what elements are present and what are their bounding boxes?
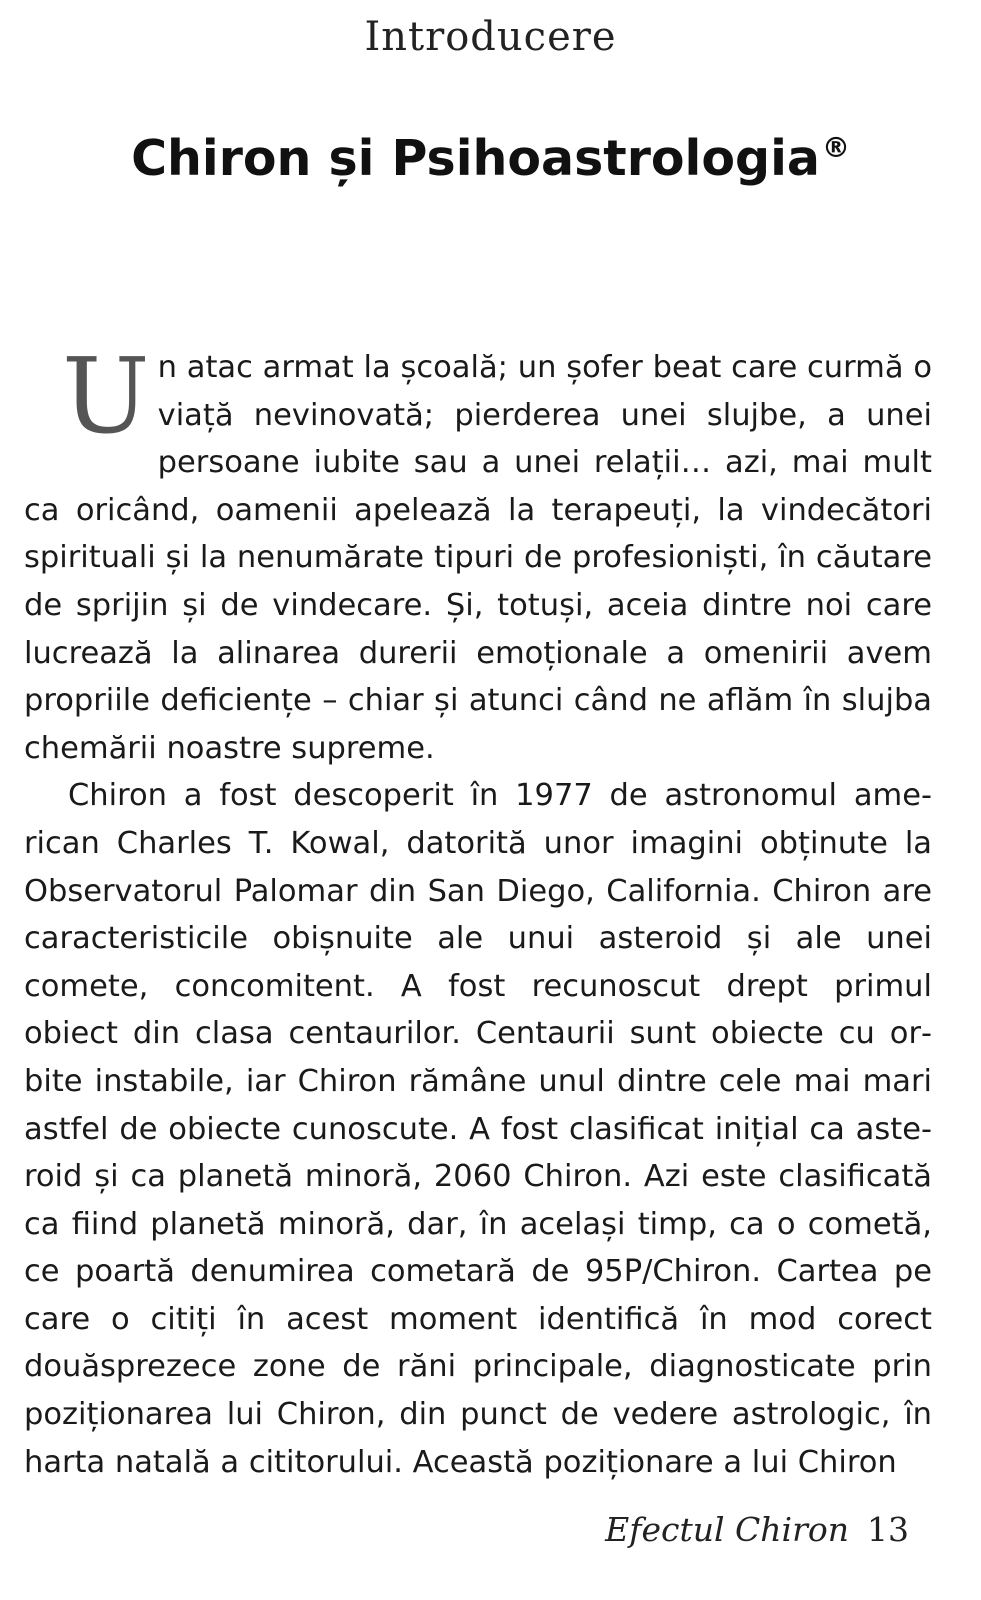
running-book-title: Efectul Chiron <box>605 1510 849 1549</box>
chapter-title-text: Chiron și Psihoastrologia <box>131 130 820 187</box>
registered-mark: ® <box>821 131 850 164</box>
page-number: 13 <box>867 1510 909 1549</box>
chapter-title <box>0 130 981 187</box>
drop-cap: U <box>62 335 150 457</box>
body-text <box>24 335 932 1486</box>
paragraph-2: Chiron a fost descoperit în 1977 de astronomul american Charles T. Kowal, datorită unor imagini obținute la Observatorul Palomar din San Diego, California. Chiron are caracteristicile obișnuite ale unui asteroid și ale unei comete, concomitent. A fost recunoscut drept primul obiect din clasa centaurilor. Centaurii sunt obiecte cu orbite instabile, iar Chiron rămâne unul dintre cele mai mari astfel de obiecte cunoscute. A fost clasificat inițial ca asteroid și ca planetă minoră, 2060 Chiron. Azi este clasificată ca fiind planetă minoră, dar, în același timp, ca o cometă, ce poartă denumirea cometară de 95P/Chiron. Cartea pe care o citiți în acest moment identifică în mod corect douăsprezece zone de răni principale, diagnosticate prin poziționarea lui Chiron, din punct de vedere astrologic, în harta natală a cititorului. Această poziționare a lui Chiron <box>24 778 932 1480</box>
paragraph-1 <box>24 335 932 772</box>
page-footer <box>605 1510 909 1549</box>
paragraph-1-text: n atac armat la școală; un șofer beat care curmă o viață nevinovată; pierderea unei slujbe, a unei persoane iubite sau a unei relații… azi, mai mult ca oricând, oamenii apelează la terapeuți, la vindecători spirituali și la nenumărate tipuri de profesioniști, în căutare de sprijin și de vindecare. Și, totuși, aceia dintre noi care lucrează la alinarea durerii emoționale a omenirii avem propriile deficiențe – chiar și atunci când ne aflăm în slujba chemării noastre supreme. <box>24 350 932 766</box>
chapter-label: Introducere <box>364 14 617 60</box>
